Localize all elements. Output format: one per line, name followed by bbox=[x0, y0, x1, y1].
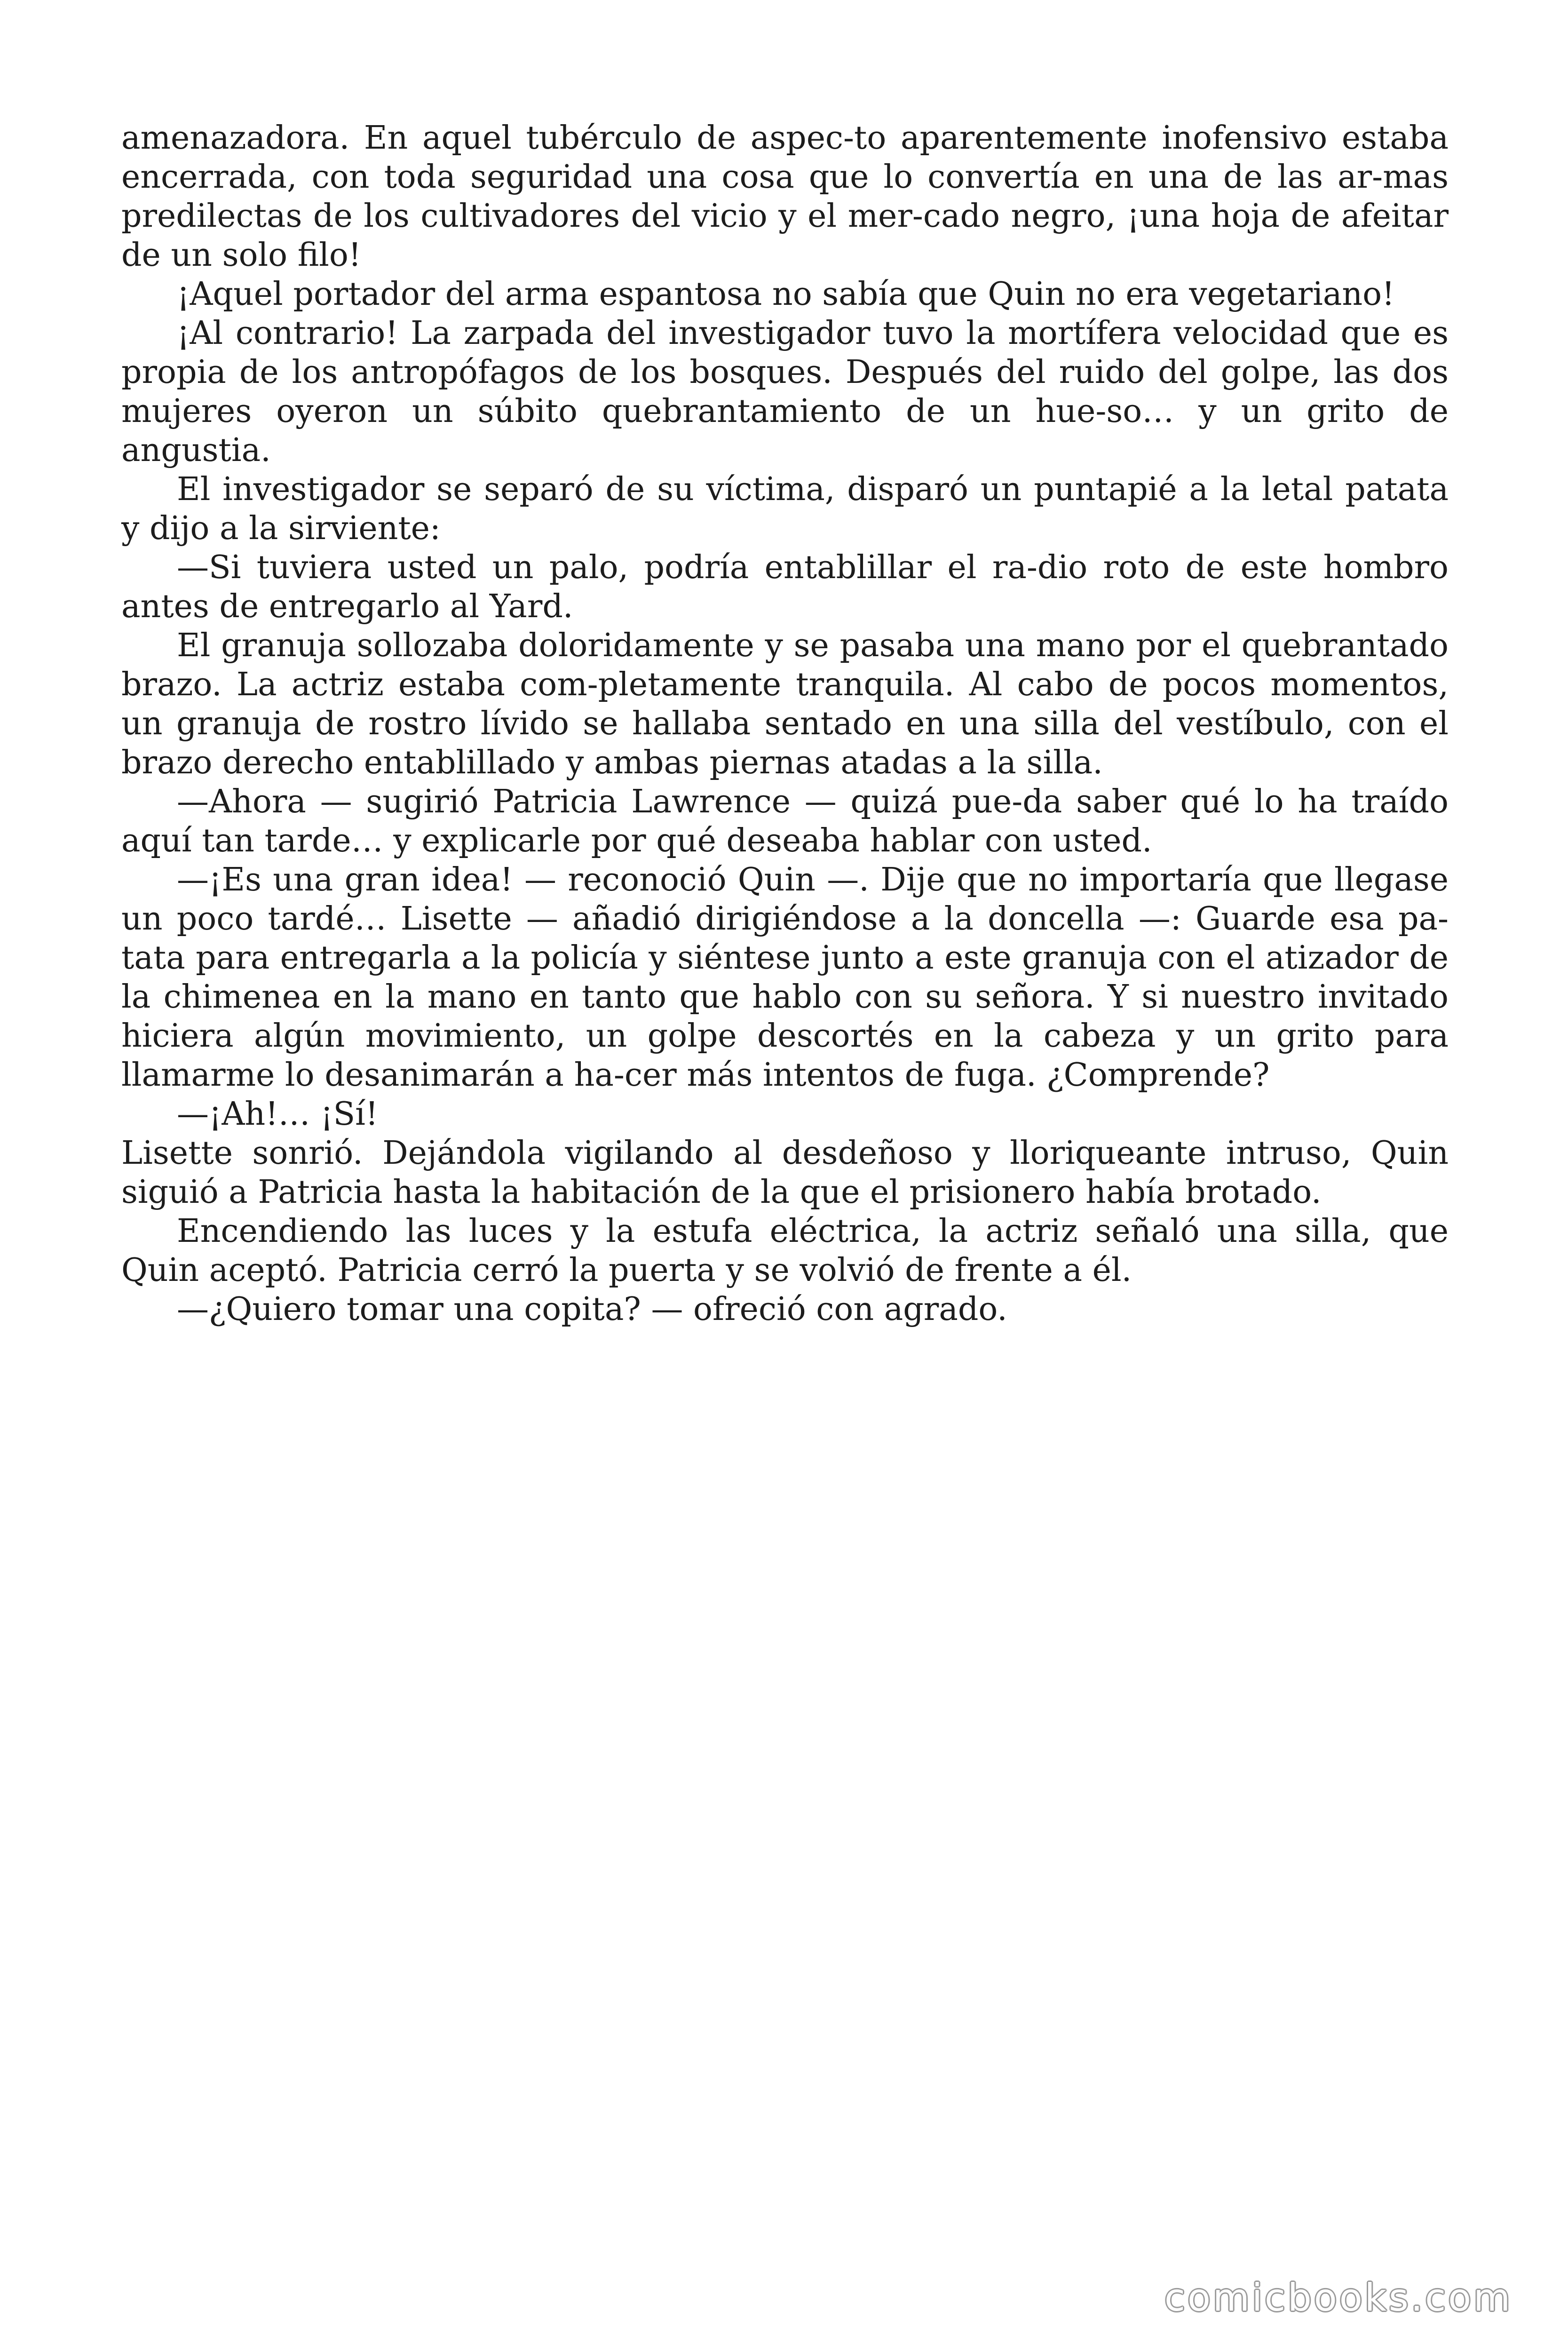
paragraph: ¡Aquel portador del arma espantosa no sabía que Quin no era vegetariano! bbox=[177, 276, 1395, 313]
paragraph: —Si tuviera usted un palo, podría entablillar el ra-dio roto de este hombro antes de entregarlo al Yard. bbox=[121, 549, 1449, 625]
paragraph: Encendiendo las luces y la estufa eléctrica, la actriz señaló una silla, que Quin aceptó. Patricia cerró la puerta y se volvió de frente a él. bbox=[121, 1213, 1449, 1289]
paragraph: ¡Al contrario! La zarpada del investigador tuvo la mortífera velocidad que es propia de los antropófagos de los bosques. Después del ruido del golpe, las dos mujeres oyeron un súbito quebrantamiento de un hue-so… y un grito de angustia. bbox=[121, 315, 1449, 469]
paragraph: amenazadora. En aquel tubérculo de aspec-to aparentemente inofensivo estaba encerrada, con toda seguridad una cosa que lo convertía en una de las ar-mas predilectas de los cultivadores del vicio y el mer-cado negro, ¡una hoja de afeitar de un solo filo! bbox=[121, 119, 1449, 274]
watermark: comicbooks.com bbox=[1164, 2276, 1513, 2320]
paragraph: —Ahora — sugirió Patricia Lawrence — quizá pue-da saber qué lo ha traído aquí tan tarde… y explicarle por qué deseaba hablar con usted. bbox=[121, 783, 1449, 859]
paragraph: —¡Ah!… ¡Sí! bbox=[177, 1096, 379, 1133]
body-text bbox=[121, 119, 1449, 1329]
paragraph: —¿Quiero tomar una copita? — ofreció con agrado. bbox=[177, 1291, 1007, 1328]
paragraph: El granuja sollozaba doloridamente y se pasaba una mano por el quebrantado brazo. La actriz estaba com-pletamente tranquila. Al cabo de pocos momentos, un granuja de rostro lívido se hallaba sentado en una silla del vestíbulo, con el brazo derecho entablillado y ambas piernas atadas a la silla. bbox=[121, 627, 1449, 781]
paragraph: —¡Es una gran idea! — reconoció Quin —. Dije que no importaría que llegase un poco tardé… Lisette — añadió dirigiéndose a la doncella —: Guarde esa pa-tata para entregarla a la policía y siéntese junto a este granuja con el atizador de la chimenea en la mano en tanto que hablo con su señora. Y si nuestro invitado hiciera algún movimiento, un golpe descortés en la cabeza y un grito para llamarme lo desanimarán a ha-cer más intentos de fuga. ¿Comprende? bbox=[121, 861, 1449, 1094]
paragraph: Lisette sonrió. Dejándola vigilando al desdeñoso y lloriqueante intruso, Quin siguió a Patricia hasta la habitación de la que el prisionero había brotado. bbox=[121, 1135, 1449, 1211]
paragraph: El investigador se separó de su víctima, disparó un puntapié a la letal patata y dijo a la sirviente: bbox=[121, 471, 1449, 547]
